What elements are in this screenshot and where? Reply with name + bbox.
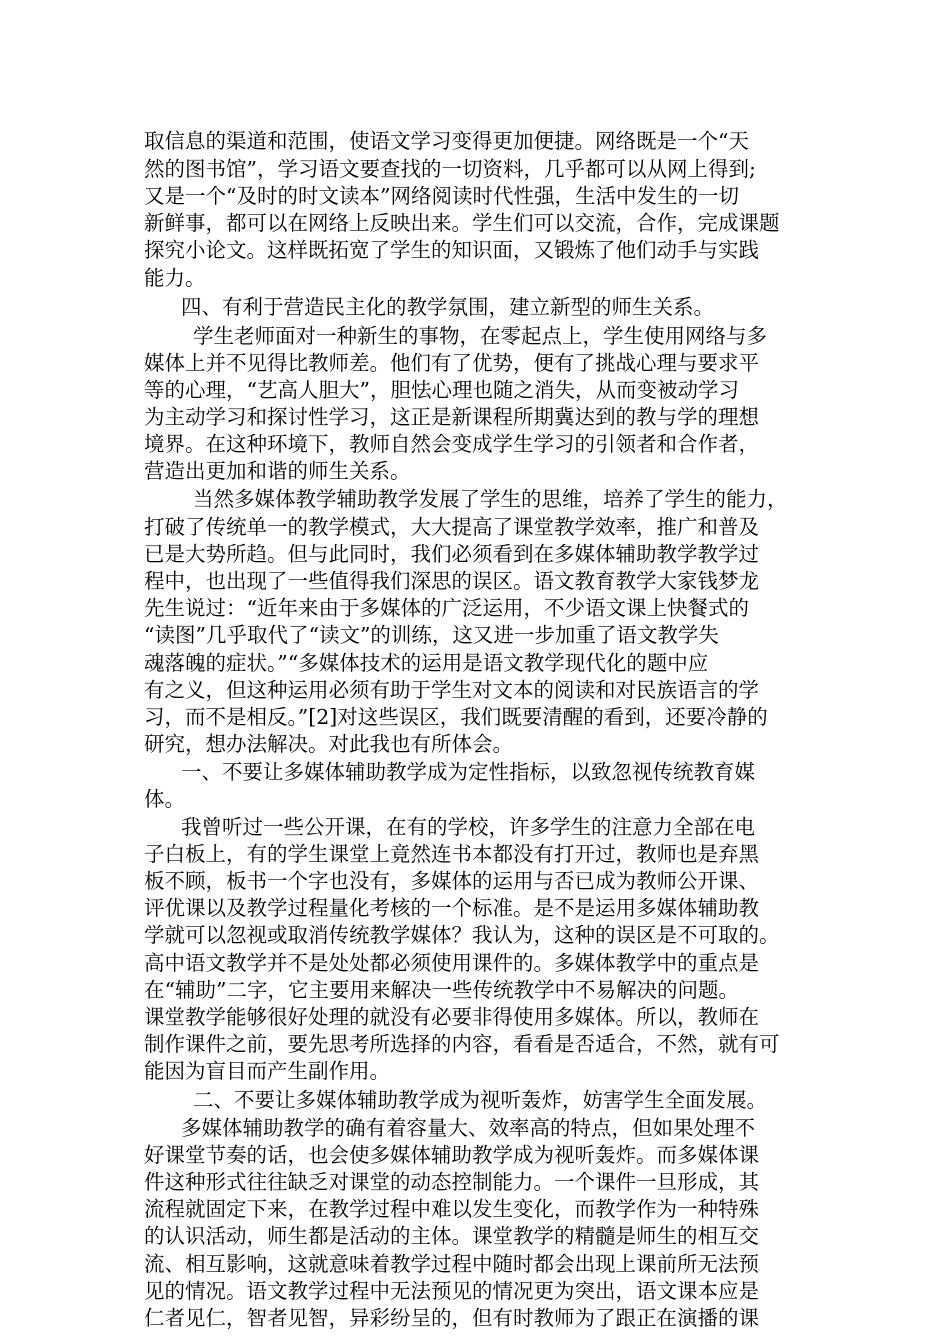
text-line: 能因为盲目而产生副作用。: [144, 1059, 390, 1083]
text-line: 高中语文教学并不是处处都必须使用课件的。多媒体教学中的重点是: [144, 951, 759, 975]
text-line: 见的情况。语文教学过程中无法预见的情况更为突出，语文课本应是: [144, 1279, 759, 1303]
text-line: 习，而不是相反。”[2]对这些误区，我们既要清醒的看到，还要冷静的: [144, 705, 768, 729]
text-line: 学生老师面对一种新生的事物，在零起点上，学生使用网络与多: [193, 324, 767, 348]
text-line: 魂落魄的症状。”“多媒体技术的运用是语文教学现代化的题中应: [144, 651, 709, 675]
text-line: 又是一个“及时的时文读本”网络阅读时代性强，生活中发生的一切: [144, 184, 739, 208]
text-line: 课堂教学能够很好处理的就没有必要非得使用多媒体。所以，教师在: [144, 1005, 759, 1029]
text-line: 能力。: [144, 266, 206, 290]
text-line: 探究小论文。这样既拓宽了学生的知识面，又锻炼了他们动手与实践: [144, 238, 759, 262]
text-line: 在“辅助”二字，它主要用来解决一些传统教学中不易解决的问题。: [144, 978, 739, 1002]
text-line: 营造出更加和谐的师生关系。: [144, 459, 411, 483]
text-line: 为主动学习和探讨性学习，这正是新课程所期冀达到的教与学的理想: [144, 405, 759, 429]
text-line: 评优课以及教学过程量化考核的一个标准。是不是运用多媒体辅助教: [144, 896, 759, 920]
text-line: 已是大势所趋。但与此同时，我们必须看到在多媒体辅助教学教学过: [144, 542, 759, 566]
text-line: 先生说过：“近年来由于多媒体的广泛运用，不少语文课上快餐式的: [144, 596, 749, 620]
text-line: 境界。在这种环境下，教师自然会变成学生学习的引领者和合作者，: [144, 432, 759, 456]
text-line: 媒体上并不见得比教师差。他们有了优势，便有了挑战心理与要求平: [144, 351, 759, 375]
text-line: 取信息的渠道和范围，使语文学习变得更加便捷。网络既是一个“天: [144, 129, 749, 153]
text-line: 研究，想办法解决。对此我也有所体会。: [144, 732, 513, 756]
text-line: 然的图书馆”，学习语文要查找的一切资料，几乎都可以从网上得到;: [144, 157, 756, 181]
text-line: 我曾听过一些公开课，在有的学校，许多学生的注意力全部在电: [181, 815, 755, 839]
text-line: 制作课件之前，要先思考所选择的内容，看看是否适合，不然，就有可: [144, 1032, 780, 1056]
section-heading: 体。: [144, 787, 185, 811]
text-line: 有之义，但这种运用必须有助于学生对文本的阅读和对民族语言的学: [144, 678, 759, 702]
text-line: 多媒体辅助教学的确有着容量大、效率高的特点，但如果处理不: [181, 1116, 755, 1140]
text-line: 程中，也出现了一些值得我们深思的误区。语文教育教学大家钱梦龙: [144, 569, 759, 593]
text-line: 等的心理，“艺高人胆大”，胆怯心理也随之消失，从而变被动学习: [144, 378, 739, 402]
text-line: 板不顾，板书一个字也没有，多媒体的运用与否已成为教师公开课、: [144, 869, 759, 893]
text-line: 新鲜事，都可以在网络上反映出来。学生们可以交流，合作，完成课题: [144, 211, 780, 235]
section-heading: 二、不要让多媒体辅助教学成为视听轰炸，妨害学生全面发展。: [193, 1088, 767, 1112]
text-line: “读图”几乎取代了“读文”的训练，这又进一步加重了语文教学失: [144, 623, 719, 647]
text-line: 打破了传统单一的教学模式，大大提高了课堂教学效率，推广和普及: [144, 515, 759, 539]
text-line: 学就可以忽视或取消传统教学媒体？我认为，这种的误区是不可取的。: [144, 923, 780, 947]
text-line: 当然多媒体教学辅助教学发展了学生的思维，培养了学生的能力，: [193, 487, 788, 511]
text-line: 好课堂节奏的话，也会使多媒体辅助教学成为视听轰炸。而多媒体课: [144, 1143, 759, 1167]
text-line: 的认识活动，师生都是活动的主体。课堂教学的精髓是师生的相互交: [144, 1224, 759, 1248]
text-line: 流、相互影响，这就意味着教学过程中随时都会出现上课前所无法预: [144, 1252, 759, 1276]
text-line: 流程就固定下来，在教学过程中难以发生变化，而教学作为一种特殊: [144, 1197, 759, 1221]
text-line: 仁者见仁，智者见智，异彩纷呈的，但有时教师为了跟正在演播的课: [144, 1306, 759, 1330]
text-line: 件这种形式往往缺乏对课堂的动态控制能力。一个课件一旦形成，其: [144, 1170, 759, 1194]
section-heading: 一、不要让多媒体辅助教学成为定性指标，以致忽视传统教育媒: [181, 760, 755, 784]
text-line: 子白板上，有的学生课堂上竟然连书本都没有打开过，教师也是弃黑: [144, 842, 759, 866]
section-heading: 四、有利于营造民主化的教学氛围，建立新型的师生关系。: [181, 295, 714, 319]
